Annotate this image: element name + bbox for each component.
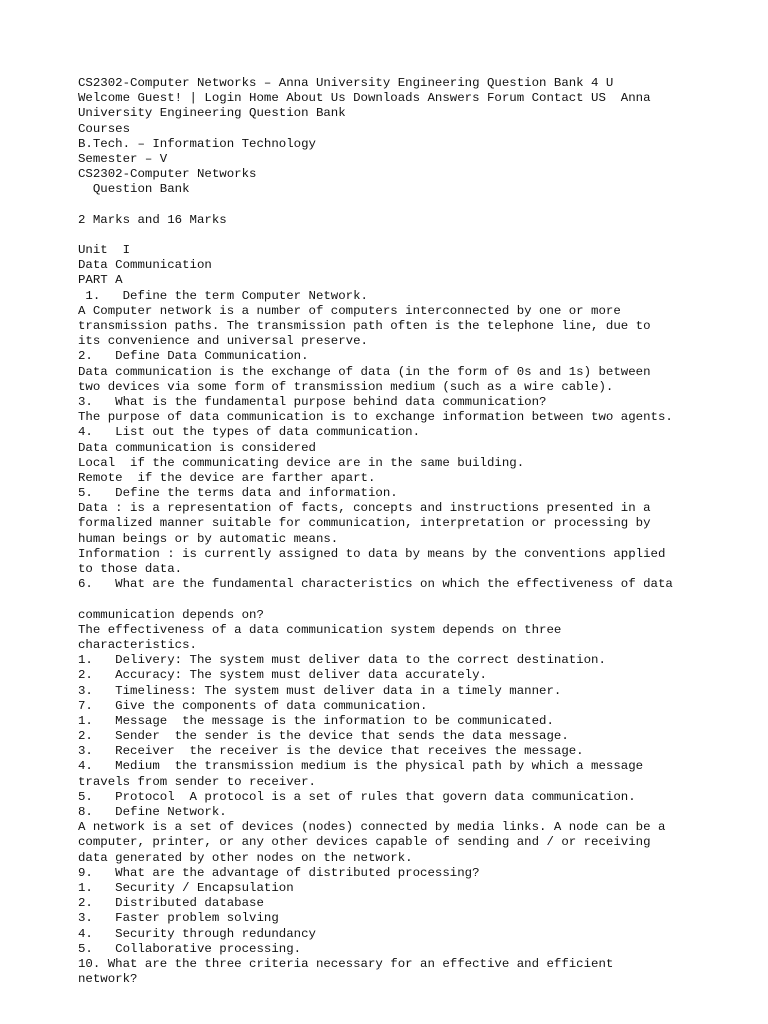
text-line: 5. Protocol A protocol is a set of rules that govern data communication. <box>78 789 636 804</box>
text-line: formalized manner suitable for communication, interpretation or processing by <box>78 516 651 531</box>
text-line: to those data. <box>78 562 183 576</box>
text-line: 10. What are the three criteria necessary for an effective and efficient <box>78 956 614 971</box>
text-line: its convenience and universal preserve. <box>78 334 368 349</box>
text-line: 1. Delivery: The system must deliver data to the correct destination. <box>78 653 606 668</box>
text-line: A Computer network is a number of computers interconnected by one or more <box>78 303 621 318</box>
text-line: 5. Define the terms data and information. <box>78 486 398 501</box>
blank-line <box>78 592 758 607</box>
text-line: Semester – V <box>78 151 168 166</box>
text-line: Local if the communicating device are in the same building. <box>78 455 525 470</box>
text-line: 7. Give the components of data communication. <box>78 698 428 713</box>
text-line: 2. Sender the sender is the device that sends the data message. <box>78 729 569 744</box>
text-line: Data : is a representation of facts, concepts and instructions presented in a <box>78 501 651 516</box>
text-line: Information : is currently assigned to data by means by the conventions applied <box>78 546 666 561</box>
text-line: characteristics. <box>78 637 197 652</box>
text-line: Data communication is the exchange of data (in the form of 0s and 1s) between <box>78 364 651 379</box>
text-line: 6. What are the fundamental characteristics on which the effectiveness of data <box>78 577 673 592</box>
text-line: network? <box>78 972 138 987</box>
text-line: data generated by other nodes on the network. <box>78 850 413 865</box>
text-line: 1. Define the term Computer Network. <box>78 288 368 303</box>
text-line: Unit I <box>78 243 131 258</box>
text-line: 1. Security / Encapsulation <box>78 880 294 895</box>
text-line: computer, printer, or any other devices capable of sending and / or receiving <box>78 835 651 850</box>
text-line: A network is a set of devices (nodes) connected by media links. A node can be a <box>78 820 666 835</box>
document-body <box>78 76 758 987</box>
text-line: two devices via some form of transmission medium (such as a wire cable). <box>78 379 614 394</box>
text-line: travels from sender to receiver. <box>78 774 316 789</box>
text-line: 1. Message the message is the information to be communicated. <box>78 713 554 728</box>
text-line: 2. Accuracy: The system must deliver data accurately. <box>78 668 487 683</box>
text-line: 5. Collaborative processing. <box>78 941 302 956</box>
text-line: Data Communication <box>78 258 212 273</box>
text-line: 2. Distributed database <box>78 896 264 911</box>
text-line: human beings or by automatic means. <box>78 531 339 546</box>
text-line: 3. Timeliness: The system must deliver data in a timely manner. <box>78 683 562 698</box>
text-line: CS2302-Computer Networks – Anna University Engineering Question Bank 4 U <box>78 76 614 90</box>
text-line: 3. Faster problem solving <box>78 911 279 926</box>
text-line: Data communication is considered <box>78 440 316 455</box>
text-line: 3. Receiver the receiver is the device that receives the message. <box>78 744 584 759</box>
text-line: Remote if the device are farther apart. <box>78 470 376 485</box>
text-line: transmission paths. The transmission path often is the telephone line, due to <box>78 319 651 333</box>
text-line: Question Bank <box>78 182 190 197</box>
blank-line <box>78 198 758 213</box>
text-line: Courses <box>78 121 131 136</box>
text-line: 2. Define Data Communication. <box>78 349 309 364</box>
text-line: 4. Security through redundancy <box>78 926 316 941</box>
text-line: 8. Define Network. <box>78 805 227 819</box>
blank-line <box>78 228 758 243</box>
text-line: CS2302-Computer Networks <box>78 167 257 182</box>
text-line: communication depends on? <box>78 607 264 622</box>
text-line: The purpose of data communication is to exchange information between two agents. <box>78 410 673 425</box>
text-line: Welcome Guest! | Login Home About Us Downloads Answers Forum Contact US Anna <box>78 91 651 106</box>
text-line: 4. Medium the transmission medium is the physical path by which a message <box>78 759 644 774</box>
text-line: B.Tech. – Information Technology <box>78 136 316 151</box>
text-line: University Engineering Question Bank <box>78 106 346 121</box>
text-line: 3. What is the fundamental purpose behind data communication? <box>78 394 547 409</box>
text-line: 2 Marks and 16 Marks <box>78 212 227 227</box>
text-line: PART A <box>78 273 123 288</box>
text-line: 4. List out the types of data communication. <box>78 425 421 440</box>
text-line: 9. What are the advantage of distributed processing? <box>78 865 480 880</box>
text-line: The effectiveness of a data communication system depends on three <box>78 622 562 637</box>
